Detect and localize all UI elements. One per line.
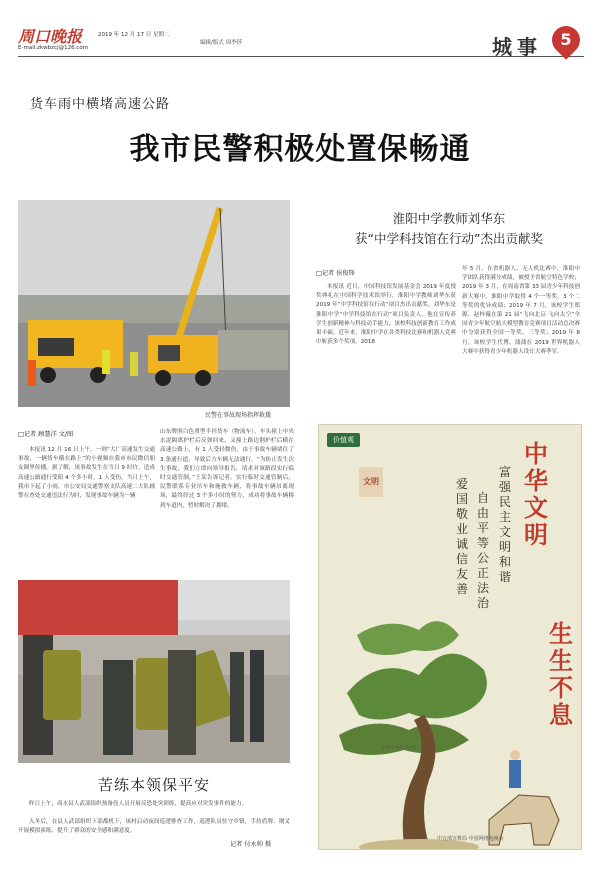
poster-seal: 文明 <box>363 477 379 486</box>
article3-headline: 苦练本领保平安 <box>97 776 210 794</box>
article2-byline: □记者 侯俊锋 <box>316 270 355 277</box>
masthead: 周口晚报 <box>18 27 83 46</box>
riot-shield-drill-photo <box>18 580 290 763</box>
article1-col2: 山东牌照白色重型半挂货车（物流车），车头撞上中央水泥隔离护栏后反弹回来，又撞上路边钢护栏后横在高速公路上，有 1 人受轻微伤。由于事故车辆堵住了 3 条通行道，导致后方车辆无法通行。“为防止发生次生事故，我们立即向领导报告，请求对该路段实行临时交通管制。”王某告诉记者。实行临时交通管制后，民警联系专业吊车和施救车辆，将事故车辆吊离现场，最终经过 3 个多小时的努力，成功将事故车辆移到车道内，暂时解决了拥堵。 <box>160 429 294 509</box>
article3-byline: 记者 付永帅 摄 <box>230 841 272 848</box>
article1-col1: 本报讯 12 月 16 日上午，一则“大广高速发生交通事故，一辆货车横在路上”的小视频在我市市民微信朋友圈里传播。据了解，该事故发生在当日 9 时许，造成高速公路通行受阻 4 个多小时，1 人受伤。当日上午，我市下起了小雨。市公安局交通警察支队高速二大队辅警在查处交通违法行为时，发现事故车辆为一辆 <box>18 447 155 500</box>
poster-small-label: 中华文明系列宣传 <box>381 746 417 751</box>
values-badge: 价值观 <box>327 433 360 447</box>
crane-accident-photo <box>18 200 290 407</box>
poster-title-a: 中华文明 <box>524 440 548 549</box>
issue-date: 2019 年 12 月 17 日 星期二 <box>98 32 170 38</box>
values-poster <box>318 424 582 850</box>
article1-byline: □记者 顾慧洋 文/图 <box>18 431 74 438</box>
article1-kicker: 货车雨中横堵高速公路 <box>30 97 171 112</box>
poem-col3: 爱国敬业诚信友善 <box>456 477 469 596</box>
poster-title-b: 生生不息 <box>549 620 573 729</box>
section-title: 城事 <box>492 35 542 59</box>
crane-photo-caption: 民警在事故现场指挥救援 <box>205 412 272 419</box>
article2-headline-line2: 获“中学科技馆在行动”杰出贡献奖 <box>355 231 543 246</box>
email: E-mail:zkwbzcj@126.com <box>18 45 89 51</box>
poem-col1: 富强民主文明和谐 <box>499 465 512 584</box>
article2-col2: 年 5 月，在省机器人、无人机比赛中，淮阳中学团队获得满分成绩，被授予省航空特色学校；2019 年 3 月，在周南省第 33 届青少年科技创新大赛中，淮阳中学取得 4 个一等奖、3 个二等奖的优异成绩；2019 年 7 月，该校学生郑源、赵梓薇在第 21 届“飞向北京·飞向太空”全国青少年航空航天模型教育竞赛项目活动总决赛中分别获得全国一等奖、三等奖；2019 年 8 月，该校学生代博、蒲蒲在 2019 世界机器人大赛中获得青少年机器人设计大赛季军。 <box>462 266 580 355</box>
page-number: 5 <box>560 30 572 49</box>
poster-credit: 中宣部宣教局 中国网络电视台 <box>437 836 504 842</box>
editor-credit: 编辑/版式 周李莎 <box>200 40 243 46</box>
poem-col2: 自由平等公正法治 <box>477 491 490 610</box>
article2-headline-line1: 淮阳中学教师刘华东 <box>392 211 506 226</box>
article2-col1: 本报讯 近日，中国科技馆发展基金会 2019 年度授奖典礼在中国科学技术馆举行，淮阳中学教师刘华东获 2019 年“中学科技馆在行动”项目杰出贡献奖。刘华东是淮阳中学“中学科技馆在行动”项目负责人，他在宣传养学生创新精神与科技动手能力，该校科技创新教育工作成果丰硕。近年来，淮阳中学在各类科技比赛和机器人竞赛中斩获多个奖项。2018 <box>316 284 456 346</box>
article1-headline: 我市民警积极处置保畅通 <box>129 132 471 167</box>
article3-line2: 入冬后，在县人武部组织下部都机下，该村启动夜间巡逻排查工作，巡逻队员驻守乡镇，手持盾牌、钢叉开展模拟演练，提升了群众的安全感和满意度。 <box>18 819 290 835</box>
article3-line1: 昨日上午，商水县人武部组织预备役人员开展反恐处突训练，提高应对突发事件的能力。 <box>29 801 248 807</box>
